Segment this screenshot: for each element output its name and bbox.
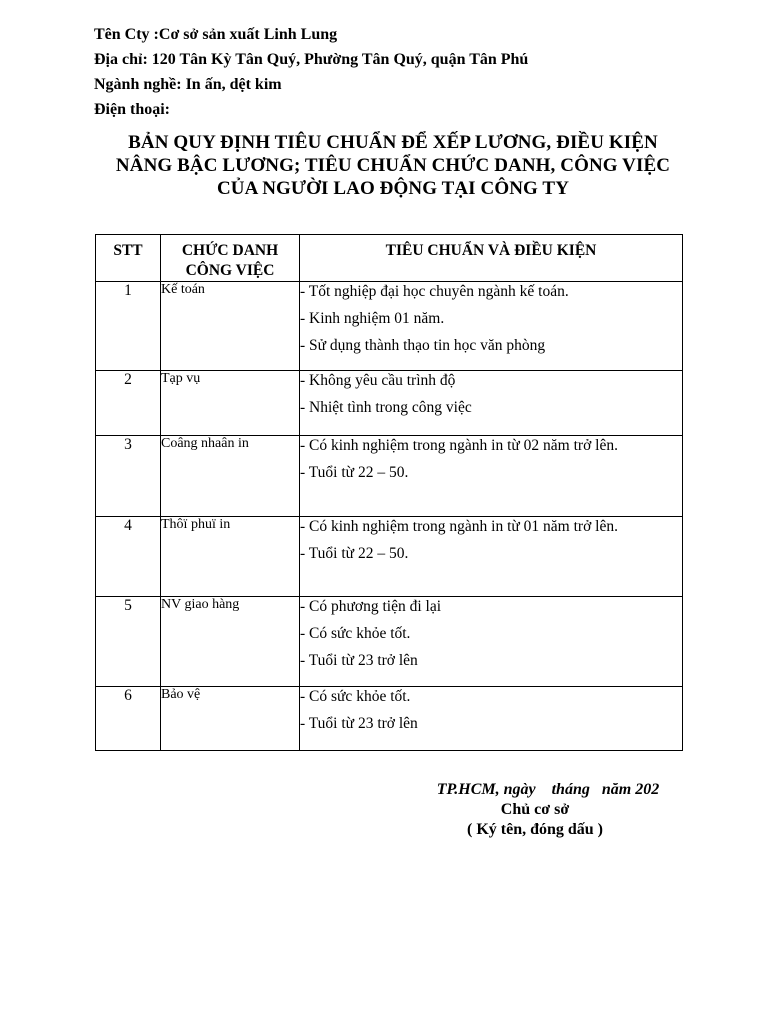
criteria-item: - Có phương tiện đi lại bbox=[300, 598, 442, 615]
row-job-title: Bảo vệ bbox=[161, 687, 300, 751]
header-job-title bbox=[161, 235, 300, 282]
row-stt: 1 bbox=[96, 282, 161, 371]
row-stt: 2 bbox=[96, 371, 161, 436]
criteria-item: - Tuổi từ 23 trở lên bbox=[300, 715, 418, 732]
row-criteria bbox=[300, 371, 683, 436]
criteria-item: - Có kinh nghiệm trong ngành in từ 01 năm trở lên. bbox=[300, 518, 618, 535]
row-criteria bbox=[300, 597, 683, 687]
document-title bbox=[40, 131, 746, 200]
row-job-title: Coâng nhaân in bbox=[161, 436, 300, 517]
criteria-item: - Tốt nghiệp đại học chuyên ngành kế toán. bbox=[300, 283, 569, 300]
criteria-item: - Không yêu cầu trình độ bbox=[300, 372, 456, 389]
row-stt: 4 bbox=[96, 517, 161, 597]
row-job-title: Thôï phuï in bbox=[161, 517, 300, 597]
header-stt: STT bbox=[96, 235, 161, 282]
company-address: Địa chỉ: 120 Tân Kỳ Tân Quý, Phường Tân Quý, quận Tân Phú bbox=[94, 51, 529, 68]
criteria-item: - Tuổi từ 22 – 50. bbox=[300, 464, 409, 481]
criteria-item: - Có kinh nghiệm trong ngành in từ 02 năm trở lên. bbox=[300, 437, 618, 454]
row-job-title: Tạp vụ bbox=[161, 371, 300, 436]
criteria-item: - Kinh nghiệm 01 năm. bbox=[300, 310, 445, 327]
title-line-3: CỦA NGƯỜI LAO ĐỘNG TẠI CÔNG TY bbox=[216, 178, 570, 199]
criteria-item: - Có sức khỏe tốt. bbox=[300, 688, 411, 705]
row-stt: 6 bbox=[96, 687, 161, 751]
table-row bbox=[96, 687, 683, 751]
table-row bbox=[96, 597, 683, 687]
table-row bbox=[96, 436, 683, 517]
table-row bbox=[96, 517, 683, 597]
table-row bbox=[96, 371, 683, 436]
company-info bbox=[94, 22, 714, 122]
criteria-table bbox=[95, 234, 683, 751]
company-phone: Điện thoại: bbox=[94, 101, 170, 118]
row-criteria bbox=[300, 282, 683, 371]
title-line-2: NÂNG BẬC LƯƠNG; TIÊU CHUẨN CHỨC DANH, CÔNG VIỆC bbox=[115, 155, 671, 176]
row-job-title: Kế toán bbox=[161, 282, 300, 371]
criteria-item: - Có sức khỏe tốt. bbox=[300, 625, 411, 642]
criteria-item: - Nhiệt tình trong công việc bbox=[300, 399, 472, 416]
header-criteria: TIÊU CHUẨN VÀ ĐIỀU KIỆN bbox=[300, 235, 683, 282]
row-stt: 5 bbox=[96, 597, 161, 687]
signature-block bbox=[380, 780, 690, 840]
table-row bbox=[96, 282, 683, 371]
header-job-title-line-1: CHỨC DANH bbox=[181, 242, 279, 259]
criteria-item: - Tuổi từ 23 trở lên bbox=[300, 652, 418, 669]
row-criteria bbox=[300, 436, 683, 517]
company-industry: Ngành nghề: In ấn, dệt kim bbox=[94, 76, 282, 93]
signature-date: TP.HCM, ngày tháng năm 202 bbox=[436, 781, 660, 798]
row-criteria bbox=[300, 517, 683, 597]
row-stt: 3 bbox=[96, 436, 161, 517]
criteria-item: - Tuổi từ 22 – 50. bbox=[300, 545, 409, 562]
company-name: Tên Cty :Cơ sở sản xuất Linh Lung bbox=[94, 26, 338, 43]
header-job-title-line-2: CÔNG VIỆC bbox=[185, 262, 275, 279]
signature-role: Chủ cơ sở bbox=[500, 801, 570, 818]
criteria-item: - Sử dụng thành thạo tin học văn phòng bbox=[300, 337, 546, 354]
title-line-1: BẢN QUY ĐỊNH TIÊU CHUẨN ĐỂ XẾP LƯƠNG, ĐIỀU KIỆN bbox=[128, 132, 658, 153]
signature-note: ( Ký tên, đóng dấu ) bbox=[466, 821, 604, 838]
row-criteria bbox=[300, 687, 683, 751]
row-job-title: NV giao hàng bbox=[161, 597, 300, 687]
table-header-row bbox=[96, 235, 683, 282]
